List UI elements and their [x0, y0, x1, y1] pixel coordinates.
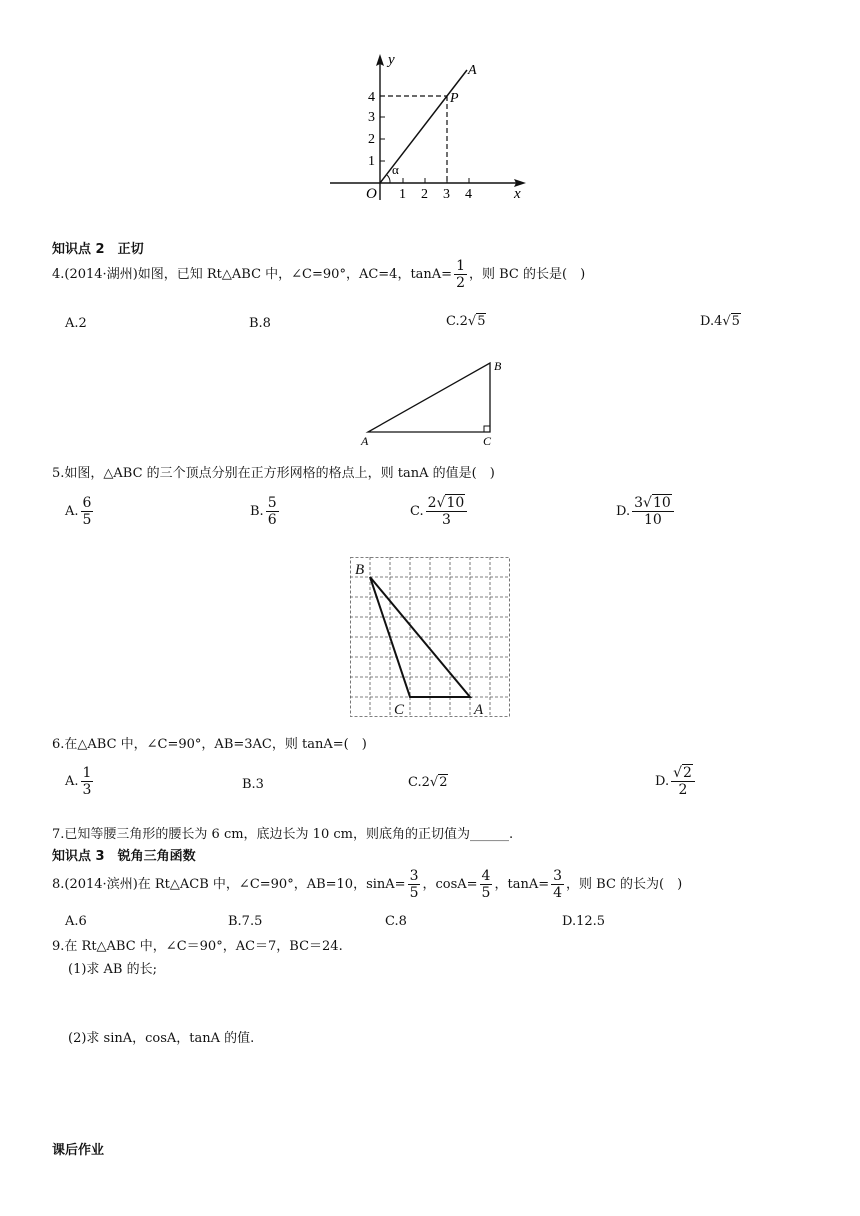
- q8-option-c[interactable]: C.8: [385, 914, 407, 929]
- q5-option-b[interactable]: B. $\frac{5}{6}$: [250, 495, 277, 528]
- q8-option-b[interactable]: B.7.5: [228, 914, 263, 929]
- q4-option-b[interactable]: B.8: [249, 316, 271, 331]
- question-9-part-1: (1)求 AB 的长;: [68, 962, 158, 977]
- y-tick-3: 3: [368, 110, 375, 125]
- x-tick-3: 3: [443, 187, 450, 202]
- q5-option-a[interactable]: A. $\frac{6}{5}$: [65, 495, 92, 528]
- grid-triangle-figure: [350, 557, 512, 720]
- question-5: 5.如图，△ABC 的三个顶点分别在正方形网格的格点上，则 tanA 的值是( ): [52, 466, 495, 481]
- y-axis-label: y: [388, 52, 395, 68]
- q4-option-d[interactable]: D.4√5: [700, 314, 740, 329]
- label-b: B: [494, 359, 502, 373]
- label-c: C: [483, 434, 492, 448]
- right-triangle-figure: [355, 355, 515, 450]
- q4-fraction: $\frac{1}{2}$: [456, 258, 465, 291]
- label-a: A: [474, 702, 484, 718]
- x-tick-2: 2: [421, 187, 428, 202]
- question-6: 6.在△ABC 中，∠C=90°，AB=3AC，则 tanA=( ): [52, 737, 367, 752]
- x-tick-1: 1: [399, 187, 406, 202]
- angle-alpha: α: [392, 162, 399, 177]
- cos-fraction: $\frac{4}{5}$: [481, 868, 491, 901]
- q5-option-c[interactable]: C. $\frac{2√10}{3}$: [410, 495, 469, 528]
- angle-arc: [387, 175, 390, 183]
- q4-text-after: ，则 BC 的长是( ): [469, 267, 586, 282]
- q5-option-d[interactable]: D. $\frac{3√10}{10}$: [616, 495, 676, 528]
- question-9-part-2: (2)求 sinA，cosA，tanA 的值.: [68, 1031, 255, 1046]
- q6-option-b[interactable]: B.3: [242, 777, 264, 792]
- label-c: C: [394, 702, 405, 718]
- y-tick-2: 2: [368, 132, 375, 147]
- question-8: 8.(2014·滨州)在 Rt△ACB 中，∠C=90°，AB=10，sinA= $\frac{3}{5}$ ，cosA= $\frac{4}{5}$ ，tanA= $\frac{3}{4}$ ，则 BC 的长为( ): [52, 868, 683, 901]
- question-9: 9.在 Rt△ABC 中，∠C＝90°，AC＝7，BC＝24.: [52, 939, 343, 954]
- point-p-label: P: [450, 91, 459, 106]
- homework-title: 课后作业: [52, 1143, 105, 1158]
- q8-option-a[interactable]: A.6: [65, 914, 87, 929]
- right-angle-mark: [484, 426, 490, 432]
- triangle-abc: [368, 363, 490, 432]
- label-b: B: [355, 562, 365, 578]
- q4-text-before: 4.(2014·湖州)如图，已知 Rt△ABC 中，∠C=90°，AC=4，tanA=: [52, 267, 453, 282]
- ray-label-a: A: [468, 63, 477, 78]
- q6-option-c[interactable]: C.2√2: [408, 775, 448, 790]
- q8-option-d[interactable]: D.12.5: [562, 914, 606, 929]
- label-a: A: [361, 434, 369, 448]
- q6-option-a[interactable]: A. $\frac{1}{3}$: [65, 765, 92, 798]
- origin-label: O: [366, 186, 377, 202]
- q4-option-a[interactable]: A.2: [65, 316, 87, 331]
- q4-option-c[interactable]: C.2√5: [446, 314, 486, 329]
- question-7: 7.已知等腰三角形的腰长为 6 cm，底边长为 10 cm，则底角的正切值为______.: [52, 827, 514, 842]
- y-tick-4: 4: [368, 90, 375, 105]
- section-title-2: 知识点 2 正切: [52, 242, 144, 257]
- question-4: [52, 258, 585, 291]
- sin-fraction: $\frac{3}{5}$: [409, 868, 419, 901]
- tan-fraction: $\frac{3}{4}$: [553, 868, 563, 901]
- y-tick-1: 1: [368, 154, 375, 169]
- section-title-3: 知识点 3 锐角三角函数: [52, 849, 196, 864]
- x-axis-label: x: [514, 186, 521, 202]
- coordinate-figure: [330, 50, 530, 205]
- q6-option-d[interactable]: D. $\frac{√2}{2}$: [655, 765, 697, 798]
- x-tick-4: 4: [465, 187, 472, 202]
